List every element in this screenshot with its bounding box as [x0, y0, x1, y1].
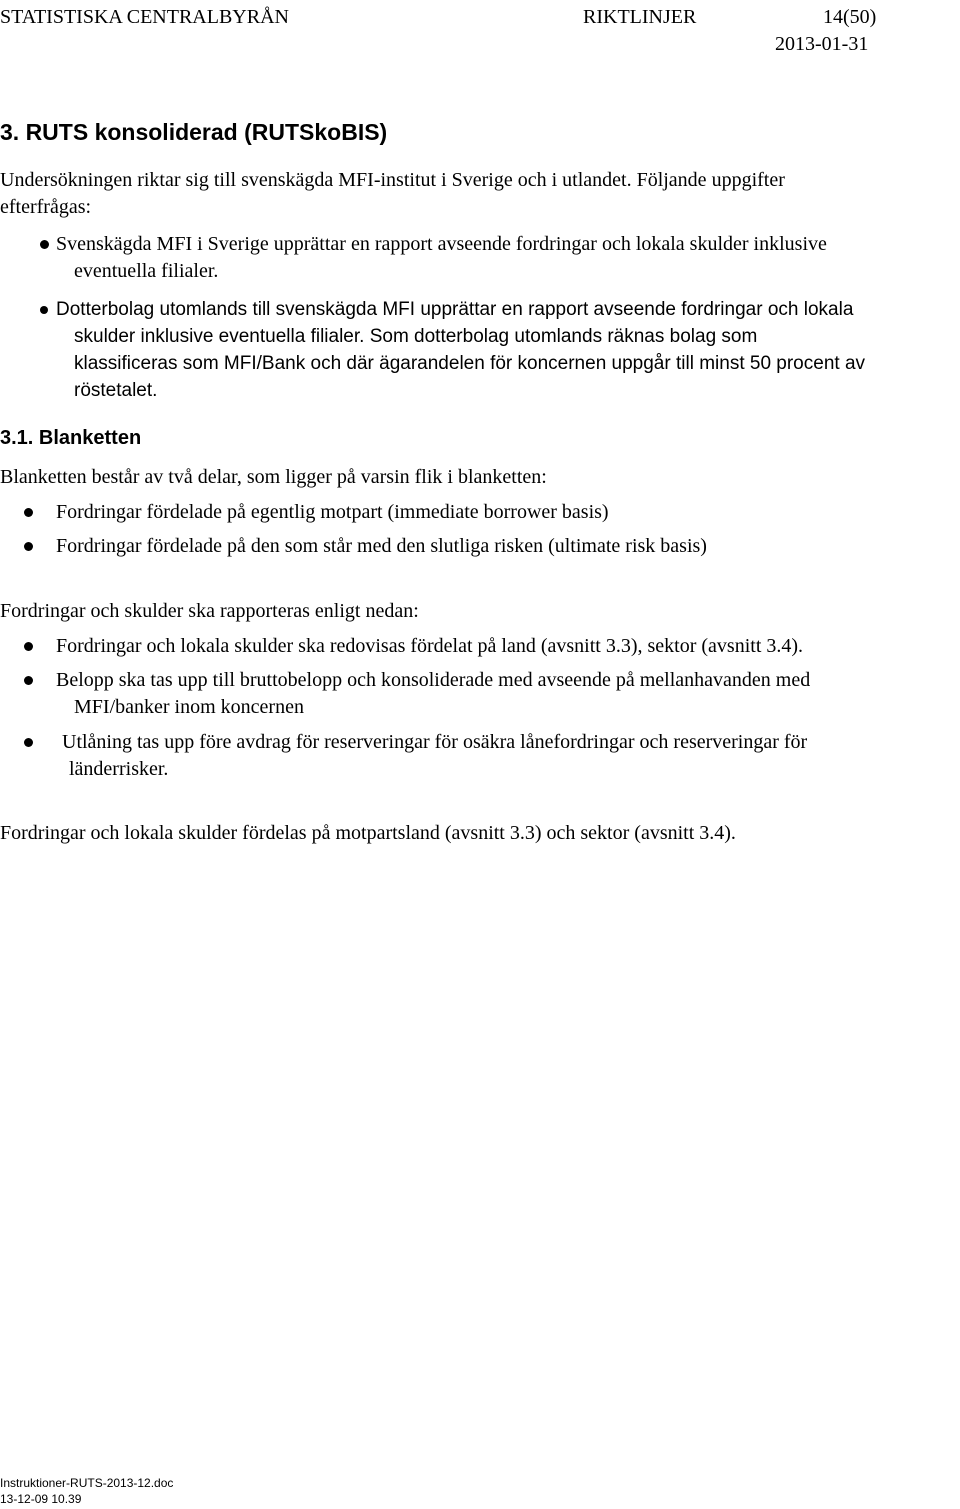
- rule-2-line-2: MFI/banker inom koncernen: [74, 696, 304, 718]
- bullet-2-line-3: klassificeras som MFI/Bank och där ägarandelen för koncernen uppgår till minst 50 procent av: [74, 353, 866, 374]
- bullet-1-line-1: Svenskägda MFI i Sverige upprättar en rapport avseende fordringar och lokala skulder inklusive: [56, 233, 827, 255]
- bullet-icon: [40, 306, 48, 314]
- section-3-1-intro: Blanketten består av två delar, som ligger på varsin flik i blanketten:: [0, 466, 547, 488]
- rule-3-line-2: länderrisker.: [69, 758, 169, 780]
- part-2: Fordringar fördelade på den som står med den slutliga risken (ultimate risk basis): [56, 535, 707, 557]
- section-3-1-heading: 3.1. Blanketten: [0, 427, 142, 449]
- header-org: STATISTISKA CENTRALBYRÅN: [0, 6, 289, 28]
- rule-3-line-1: Utlåning tas upp före avdrag för reserveringar för osäkra lånefordringar och reserveringar för: [62, 731, 808, 753]
- bullet-2-line-4: röstetalet.: [74, 380, 158, 401]
- rule-1-line-1: Fordringar och lokala skulder ska redovisas fördelat på land (avsnitt 3.3), sektor (avsnitt 3.4).: [56, 635, 804, 657]
- rule-2-line-1: Belopp ska tas upp till bruttobelopp och konsoliderade med avseende på mellanhavanden med: [56, 669, 811, 691]
- bullet-icon: [40, 240, 49, 249]
- closing-paragraph: Fordringar och lokala skulder fördelas på motpartsland (avsnitt 3.3) och sektor (avsnitt 3.4).: [0, 822, 736, 844]
- bullet-icon: [24, 676, 33, 685]
- bullet-2-line-2: skulder inklusive eventuella filialer. Som dotterbolag utomlands räknas bolag som: [74, 326, 758, 347]
- header-date: 2013-01-31: [775, 33, 869, 55]
- report-intro: Fordringar och skulder ska rapporteras enligt nedan:: [0, 600, 419, 622]
- header-page-number: 14(50): [823, 6, 877, 28]
- section-3-intro-line-2: efterfrågas:: [0, 196, 92, 218]
- header-doc-type: RIKTLINJER: [583, 6, 697, 28]
- footer-filename: Instruktioner-RUTS-2013-12.doc: [0, 1476, 174, 1490]
- section-3-intro-line-1: Undersökningen riktar sig till svenskägda MFI-institut i Sverige och i utlandet. Följande uppgifter: [0, 169, 785, 191]
- bullet-1-line-2: eventuella filialer.: [74, 260, 219, 282]
- part-1: Fordringar fördelade på egentlig motpart (immediate borrower basis): [56, 501, 609, 523]
- bullet-icon: [24, 642, 33, 651]
- bullet-icon: [24, 542, 33, 551]
- bullet-icon: [24, 508, 33, 517]
- section-3-heading: 3. RUTS konsoliderad (RUTSkoBIS): [0, 119, 388, 145]
- bullet-icon: [24, 738, 33, 747]
- bullet-2-line-1: Dotterbolag utomlands till svenskägda MFI upprättar en rapport avseende fordringar och lokala: [56, 299, 854, 320]
- footer-timestamp: 13-12-09 10.39: [0, 1492, 82, 1506]
